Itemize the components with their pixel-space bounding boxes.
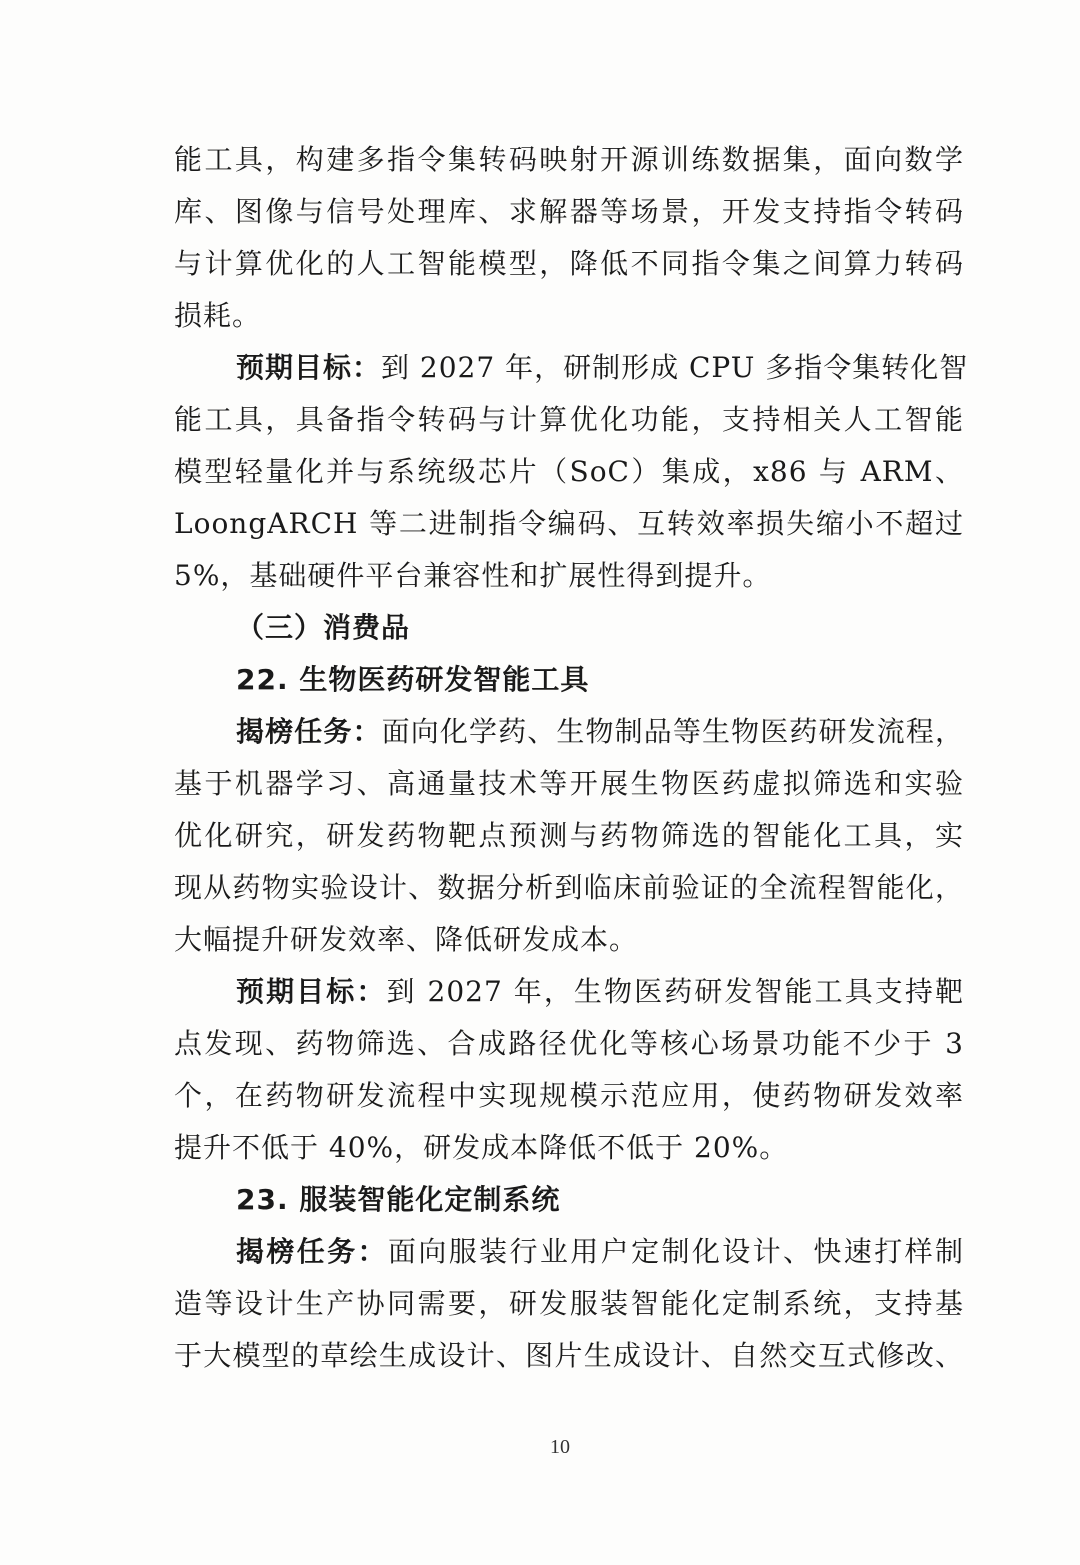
- text-line: [174, 914, 964, 966]
- text-line: [174, 1070, 964, 1122]
- text-run: 模型轻量化并与系统级芯片（SoC）集成，x86 与 ARM、: [174, 455, 964, 488]
- text-line: [174, 1330, 964, 1382]
- text-run: 库、图像与信号处理库、求解器等场景，开发支持指令转码: [174, 195, 964, 228]
- bold-label: 预期目标：: [236, 975, 387, 1008]
- section-heading: [174, 1174, 964, 1226]
- text-run: 面向服装行业用户定制化设计、快速打样制: [387, 1235, 964, 1268]
- text-run: 能工具，具备指令转码与计算优化功能，支持相关人工智能: [174, 403, 964, 436]
- text-line: [174, 758, 964, 810]
- text-line: [174, 394, 964, 446]
- bold-label: 23. 服装智能化定制系统: [236, 1183, 561, 1216]
- text-line: [174, 342, 969, 394]
- text-run: LoongARCH 等二进制指令编码、互转效率损失缩小不超过: [174, 507, 964, 540]
- text-run: 损耗。: [174, 299, 262, 332]
- text-line: [174, 134, 964, 186]
- bold-label: （三）消费品: [236, 611, 411, 644]
- section-heading: [174, 654, 964, 706]
- text-run: 能工具，构建多指令集转码映射开源训练数据集，面向数学: [174, 143, 964, 176]
- text-run: 大幅提升研发效率、降低研发成本。: [174, 923, 639, 956]
- bold-label: 22. 生物医药研发智能工具: [236, 663, 590, 696]
- text-line: [174, 1226, 964, 1278]
- text-line: [174, 706, 964, 758]
- text-line: [174, 498, 964, 550]
- page-number: 10: [550, 1436, 570, 1458]
- text-line: [174, 1278, 964, 1330]
- text-run: 提升不低于 40%，研发成本降低不低于 20%。: [174, 1131, 789, 1164]
- bold-label: 预期目标：: [236, 351, 382, 384]
- text-run: 与计算优化的人工智能模型，降低不同指令集之间算力转码: [174, 247, 964, 280]
- text-run: 个，在药物研发流程中实现规模示范应用，使药物研发效率: [174, 1079, 964, 1112]
- text-run: 基于机器学习、高通量技术等开展生物医药虚拟筛选和实验: [174, 767, 964, 800]
- text-run: 到 2027 年，研制形成 CPU 多指令集转化智: [381, 351, 969, 384]
- text-run: 于大模型的草绘生成设计、图片生成设计、自然交互式修改、: [174, 1339, 964, 1372]
- text-run: 点发现、药物筛选、合成路径优化等核心场景功能不少于 3: [174, 1027, 964, 1060]
- bold-label: 揭榜任务：: [236, 715, 382, 748]
- text-run: 现从药物实验设计、数据分析到临床前验证的全流程智能化，: [174, 871, 964, 904]
- text-line: [174, 550, 964, 602]
- bold-label: 揭榜任务：: [236, 1235, 388, 1268]
- text-line: [174, 966, 964, 1018]
- text-run: 优化研究，研发药物靶点预测与药物筛选的智能化工具，实: [174, 819, 964, 852]
- text-run: 到 2027 年，生物医药研发智能工具支持靶: [386, 975, 964, 1008]
- text-line: [174, 810, 964, 862]
- text-line: [174, 1122, 964, 1174]
- text-line: [174, 1018, 964, 1070]
- text-line: [174, 238, 964, 290]
- text-line: [174, 186, 964, 238]
- section-heading: [174, 602, 964, 654]
- text-run: 面向化学药、生物制品等生物医药研发流程，: [381, 715, 964, 748]
- document-body: [174, 134, 969, 1382]
- text-run: 造等设计生产协同需要，研发服装智能化定制系统，支持基: [174, 1287, 964, 1320]
- text-line: [174, 446, 964, 498]
- text-line: [174, 290, 964, 342]
- text-run: 5%，基础硬件平台兼容性和扩展性得到提升。: [174, 559, 772, 592]
- text-line: [174, 862, 964, 914]
